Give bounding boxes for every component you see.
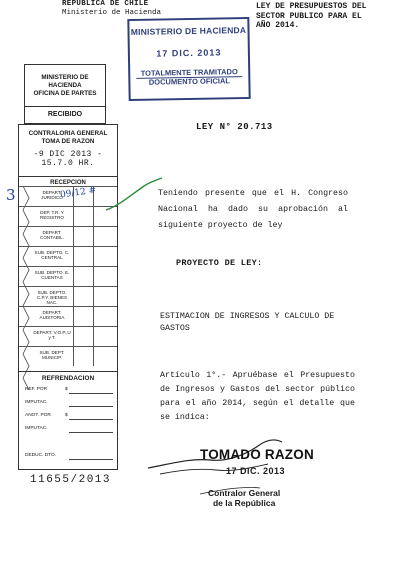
routing-row-label: SUB. DEPT. MUNICIP. (39, 350, 65, 361)
routing-row (19, 226, 117, 246)
routing-row-label: DEPART. V.O.P.,U y T. (33, 330, 71, 341)
letterhead (62, 0, 161, 18)
ref-line-value: $ (65, 413, 68, 418)
office-stamp-line-2: OFICINA DE PARTES (33, 90, 97, 97)
routing-row (19, 346, 117, 366)
ref-line-label: REF. POR (25, 387, 48, 392)
ref-line (25, 413, 113, 426)
routing-row (19, 266, 117, 286)
contraloria-panel (18, 124, 118, 470)
country-name: REPUBLICA DE CHILE (62, 0, 149, 8)
routing-row-label: DEP. T.R. Y REGISTRO (40, 210, 64, 221)
routing-row-label: SUB. DEPTO. C.P.Y. BIENES NAC. (36, 290, 68, 306)
refrendacion-label: REFRENDACION (19, 371, 117, 382)
routing-row-label: SUB. DEPTO. E. CUENTAS (34, 270, 70, 281)
article-1-paragraph: Artículo 1°.- Apruébase el Presupuesto de Ingresos y Gastos del sector público para el año 2014, según el detalle que se indica: (160, 371, 355, 422)
green-checkmark (104, 176, 164, 218)
routing-row (19, 306, 117, 326)
reception-label: RECEPCION (19, 176, 117, 186)
ministry-stamp-title: MINISTERIO DE HACIENDA (130, 24, 247, 38)
contraloria-title-2: TOMA DE RAZON (41, 138, 95, 145)
ref-line (25, 453, 113, 466)
routing-rows (19, 186, 117, 366)
estimacion-line-2: GASTOS (160, 324, 190, 333)
subject-heading (256, 2, 366, 31)
contralor-subtitle: de la República (212, 498, 276, 508)
ministry-stamp (127, 17, 250, 101)
office-stamp-line-1: MINISTERIO DE HACIENDA (41, 74, 89, 89)
routing-row (19, 286, 117, 306)
ref-line-label: IMPUTAC. (25, 426, 48, 431)
routing-row (19, 326, 117, 346)
refrendacion-lines (25, 387, 113, 466)
routing-row-label: SUB. DEPTO. C. CENTRAL (34, 250, 70, 261)
office-stamp (24, 64, 106, 124)
ref-line (25, 387, 113, 400)
ref-line (25, 426, 113, 439)
office-stamp-divider (25, 106, 105, 107)
ref-line-label: ANOT. POR (25, 413, 51, 418)
handwritten-note: 09/12 # (59, 185, 97, 201)
received-date-stamp: -9 DIC 2013 - 15.7.0 HR. (33, 150, 103, 168)
subject-line-1: LEY DE PRESUPUESTOS DEL (256, 2, 367, 11)
routing-row (19, 246, 117, 266)
routing-row-label: DEPART. CONTABIL. (40, 230, 64, 241)
handwritten-number: 3 (6, 186, 16, 204)
law-number: LEY N° 20.713 (196, 122, 273, 132)
tomado-razon-date: 17 DIC. 2013 (226, 466, 286, 476)
routing-row-label: DEPART. JURIDICO (41, 190, 63, 201)
routing-row-label: DEPART. AUDITORIA (39, 310, 65, 321)
routing-row (19, 206, 117, 226)
ministry-stamp-date: 17 DIC. 2013 (156, 47, 222, 59)
ref-line-label: IMPUTAC. (25, 400, 48, 405)
subject-line-2: SECTOR PUBLICO PARA EL (256, 11, 362, 21)
ministry-stamp-status-1: TOTALMENTE TRAMITADO (140, 67, 238, 78)
intro-paragraph: Teniendo presente que el H. Congreso Nacional ha dado su aprobación al siguiente proyecto de ley (158, 189, 348, 230)
tomado-razon-title: TOMADO RAZON (200, 447, 314, 462)
subject-line-3: AÑO 2014. (256, 21, 300, 30)
ref-line (25, 400, 113, 413)
office-stamp-received: RECIBIDO (47, 111, 83, 118)
ministry-stamp-status-2: DOCUMENTO OFICIAL (148, 76, 231, 87)
contraloria-title-1: CONTRALORIA GENERAL (28, 130, 108, 137)
ref-line-label: DEDUC. DTO. (25, 453, 57, 458)
estimacion-line-1: ESTIMACION DE INGRESOS Y CALCULO DE (160, 312, 335, 321)
estimacion-heading (160, 311, 355, 335)
proyecto-heading: PROYECTO DE LEY: (176, 258, 263, 268)
contralor-title: Contralor General (208, 488, 281, 498)
contralor-signature-block (208, 488, 280, 508)
ref-line-value: $ (65, 387, 68, 392)
document-number: 11655/2013 (30, 474, 112, 486)
ministry-name: Ministerio de Hacienda (62, 9, 162, 17)
